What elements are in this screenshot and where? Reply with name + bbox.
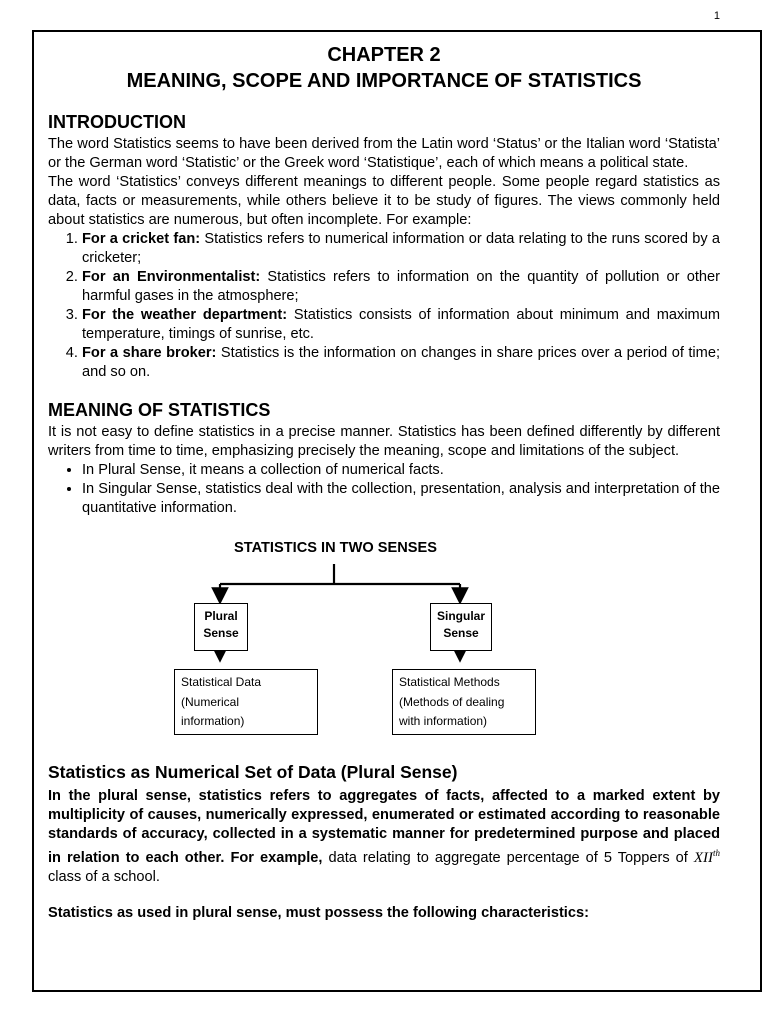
list-item	[82, 268, 720, 306]
plural-sense-heading: Statistics as Numerical Set of Data (Plural Sense)	[48, 762, 458, 782]
list-item: • In Singular Sense, statistics deal with the collection, presentation, analysis and interpretation of the quantitative information.	[82, 480, 720, 518]
plural-example: data relating to aggregate percentage of 5 Toppers of	[322, 850, 694, 866]
list-item	[82, 306, 720, 344]
plural-detail-line1: Statistical Data	[181, 675, 262, 689]
example-label: For the weather department:	[82, 307, 288, 323]
examples-list	[48, 230, 720, 382]
singular-label-line2: Sense	[443, 626, 479, 640]
plural-example-end: class of a school.	[48, 869, 160, 885]
senses-list	[48, 461, 720, 518]
list-item: • In Plural Sense, it means a collection of numerical facts.	[82, 461, 720, 480]
two-senses-diagram	[48, 528, 720, 748]
singular-label-line1: Singular	[436, 609, 485, 623]
singular-detail-line1: Statistical Methods	[399, 675, 500, 689]
example-text: Statistics refers to information on the quantity of pollution or other harmful gases in the atmosphere;	[82, 269, 720, 304]
class-notation	[694, 850, 720, 866]
plural-detail-line2: (Numerical	[181, 694, 240, 709]
introduction-paragraph-1: The word Statistics seems to have been derived from the Latin word ‘Status’ or the Italian word ‘Statista’ or the German word ‘Statistic’ or the Greek word ‘Statistique’, each of which means a political state.	[48, 136, 720, 171]
plural-label-line2: Sense	[203, 626, 239, 640]
list-item	[82, 230, 720, 268]
diagram-connectors	[48, 528, 720, 748]
class-numeral: XII	[693, 850, 713, 866]
introduction-heading: INTRODUCTION	[48, 112, 186, 132]
singular-detail-box	[392, 669, 536, 735]
meaning-paragraph: It is not easy to define statistics in a precise manner. Statistics has been defined differently by different writers from time to time, emphasizing precisely the meaning, scope and limitations of the subject.	[48, 424, 720, 459]
example-label: For a cricket fan:	[82, 231, 201, 247]
plural-definition: In the plural sense, statistics refers to aggregates of facts, affected to a marked extent by multiplicity of causes, numerically expressed, enumerated or estimated according to reasonable standards of accuracy, collected in a systematic manner for predetermined purpose and placed in relation to each other. For example,	[48, 788, 720, 866]
characteristics-lead: Statistics as used in plural sense, must possess the following characteristics:	[48, 905, 589, 921]
page-number: 1	[713, 10, 720, 22]
page-content	[48, 42, 720, 921]
meaning-heading: MEANING OF STATISTICS	[48, 400, 271, 420]
example-text: Statistics is the information on changes in share prices over a period of time; and so on.	[82, 345, 721, 380]
plural-label-line1: Plural	[204, 609, 238, 623]
example-text: Statistics consists of information about minimum and maximum temperature, timings of sunrise, etc.	[82, 307, 720, 342]
singular-detail-line2: (Methods of dealing	[399, 694, 505, 709]
chapter-number: CHAPTER 2	[327, 44, 441, 66]
plural-sense-paragraph	[48, 787, 720, 887]
plural-detail-line3: information)	[181, 714, 245, 728]
example-label: For an Environmentalist:	[82, 269, 261, 285]
singular-detail-line3: with information)	[399, 714, 488, 728]
introduction-paragraph-2: The word ‘Statistics’ conveys different meanings to different people. Some people regard statistics as data, facts or measurements, while others believe it to be study of figures. The views commonly held about statistics are numerous, but often incomplete. For example:	[48, 174, 720, 228]
list-item	[82, 344, 720, 382]
example-text: Statistics refers to numerical information or data relating to the runs scored by a cricketer;	[82, 231, 720, 266]
singular-sense-box	[430, 603, 492, 651]
example-label: For a share broker:	[82, 345, 217, 361]
diagram-title: STATISTICS IN TWO SENSES	[234, 540, 437, 556]
plural-sense-box	[194, 603, 248, 651]
class-suffix: th	[712, 848, 720, 858]
page-frame	[32, 30, 762, 992]
plural-detail-box	[174, 669, 318, 735]
chapter-title: MEANING, SCOPE AND IMPORTANCE OF STATISTICS	[126, 70, 642, 92]
